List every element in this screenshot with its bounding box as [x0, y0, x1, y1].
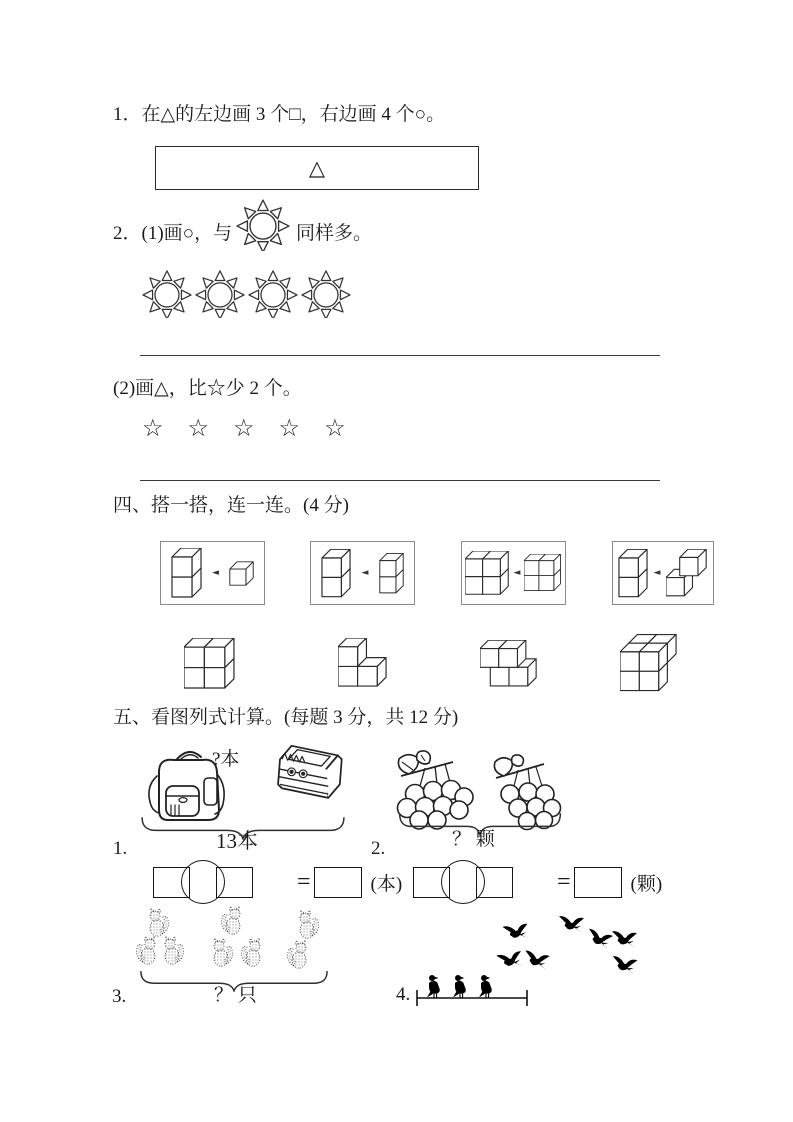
equation-operator-circle[interactable] — [181, 860, 225, 904]
answer-shape-block4[interactable] — [184, 638, 236, 690]
squirrel-icon — [238, 938, 264, 968]
cube-stack2-icon — [321, 549, 351, 598]
cube-pair-box-3[interactable] — [461, 541, 566, 605]
cube-stack2-icon — [618, 549, 648, 598]
squirrel-icon — [133, 936, 159, 966]
left-arrow-icon: ◄ — [212, 568, 219, 578]
p3-label: 3. — [112, 986, 127, 1007]
flying-bird-icon — [610, 954, 639, 977]
cube-stack2-icon — [379, 553, 404, 594]
squirrel-icon — [146, 908, 172, 938]
squirrel-icon — [218, 906, 244, 936]
section5-title: 五、看图列式计算。(每题 3 分，共 12 分) — [113, 707, 459, 728]
p4-label: 4. — [396, 984, 411, 1005]
answer-shape-step4[interactable] — [480, 640, 538, 688]
squirrel-icon — [161, 936, 187, 966]
p3-total: ？ 只 — [214, 985, 257, 1006]
answer-line-1[interactable] — [140, 355, 660, 356]
perched-bird-icon — [479, 975, 492, 998]
p1-question-tag: ?本 — [212, 749, 240, 770]
cube-pair-box-4[interactable] — [612, 541, 714, 605]
cube-pair-box-1[interactable] — [160, 541, 265, 605]
sun-icon — [142, 268, 192, 318]
cube-pair-box-2[interactable] — [310, 541, 415, 605]
sun-row — [142, 268, 351, 318]
birds-on-wire — [413, 966, 531, 1016]
cube-block4-icon — [524, 554, 562, 592]
q1-text: 1．在△的左边画 3 个□，右边画 4 个○。 — [113, 104, 446, 125]
left-arrow-icon: ◄ — [361, 568, 369, 578]
p1-unit: (本) — [370, 873, 403, 895]
cube-single-icon — [229, 561, 254, 586]
sun-icon — [195, 268, 245, 318]
equation-2 — [413, 860, 662, 904]
p2-unit: (颗) — [630, 873, 663, 895]
squirrel-icon — [210, 938, 236, 968]
left-arrow-icon: ◄ — [653, 568, 661, 578]
cube-stack2-icon — [171, 548, 202, 598]
flying-bird-icon — [501, 919, 532, 945]
equation-result-box[interactable] — [314, 867, 362, 898]
p1-total: 13本 — [216, 829, 258, 853]
answer-line-2[interactable] — [140, 480, 660, 481]
section4-title: 四、搭一搭，连一连。(4 分) — [113, 495, 349, 516]
cube-block4-icon — [465, 551, 510, 596]
p2-total: ？ 颗 — [452, 829, 495, 850]
equation-result-box[interactable] — [574, 867, 622, 898]
book-stack-icon — [256, 740, 358, 822]
sun-icon — [301, 268, 351, 318]
answer-shape-block8[interactable] — [620, 634, 678, 692]
equals-sign: = — [297, 869, 311, 895]
perched-bird-icon — [453, 975, 466, 998]
equation-operator-circle[interactable] — [441, 860, 485, 904]
star-row: ☆ ☆ ☆ ☆ ☆ — [142, 416, 348, 442]
left-arrow-icon: ◄ — [513, 568, 521, 578]
flying-bird-icon — [611, 929, 638, 950]
p2-label: 2. — [371, 838, 386, 859]
sun-icon — [248, 268, 298, 318]
cube-step2-icon — [666, 549, 708, 597]
flying-bird-icon — [522, 948, 552, 973]
q2-part1-suffix: 同样多。 — [296, 223, 373, 244]
q1-drawing-box[interactable] — [155, 146, 479, 190]
equation-1 — [153, 860, 402, 904]
p1-label: 1. — [113, 838, 128, 859]
squirrel-icon — [296, 910, 322, 940]
q2-part2-text: (2)画△，比☆少 2 个。 — [113, 378, 302, 399]
equals-sign: = — [557, 869, 571, 895]
answer-shape-L3[interactable] — [338, 638, 388, 688]
q2-part1-prefix: 2．(1)画○，与 — [113, 223, 233, 244]
sun-icon — [236, 197, 290, 251]
squirrel-icon — [284, 940, 310, 970]
flying-bird-icon — [558, 914, 585, 935]
perched-bird-icon — [427, 975, 440, 998]
triangle-icon: △ — [308, 155, 326, 180]
